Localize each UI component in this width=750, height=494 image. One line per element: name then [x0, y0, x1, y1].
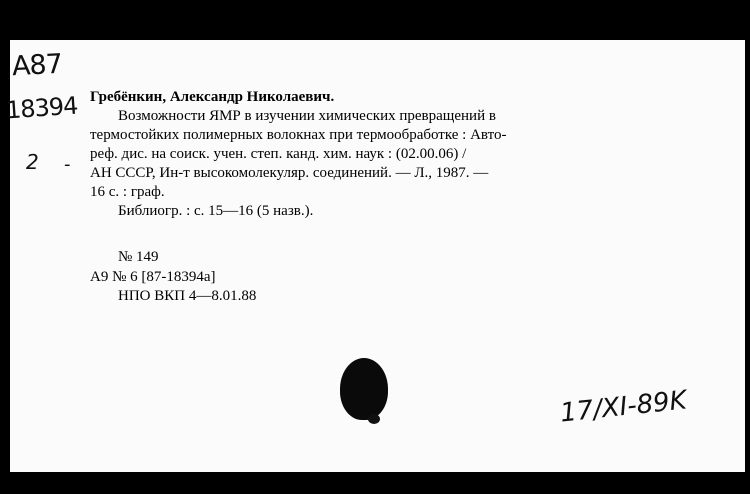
record-bibliography: Библиогр. : с. 15—16 (5 назв.).	[118, 203, 314, 219]
record-line-1: Возможности ЯМР в изучении химических превращений в	[118, 108, 496, 124]
meta-npo: НПО ВКП 4—8.01.88	[118, 288, 257, 304]
handwritten-dash: -	[64, 154, 70, 175]
meta-code: А9 № 6 [87-18394а]	[90, 269, 216, 285]
record-line-5: 16 с. : граф.	[90, 184, 165, 200]
record-line-3: реф. дис. на соиск. учен. степ. канд. хим. наук : (02.00.06) /	[90, 146, 467, 162]
handwritten-catalog-number: 18394	[5, 91, 79, 125]
record-line-4: АН СССР, Ин-т высокомолекуляр. соединений. — Л., 1987. —	[90, 165, 489, 181]
ink-blot-tail	[368, 414, 380, 424]
handwritten-side-mark: 2	[26, 150, 38, 174]
meta-number: № 149	[118, 249, 159, 265]
handwritten-date-stamp: 17/XI-89K	[558, 385, 689, 429]
record-author: Гребёнкин, Александр Николаевич.	[90, 89, 335, 105]
handwritten-catalog-code: А87	[11, 48, 63, 83]
record-line-2: термостойких полимерных волокнах при термообработке : Авто-	[90, 127, 507, 143]
record-text	[90, 88, 650, 221]
ink-blot	[340, 358, 388, 420]
